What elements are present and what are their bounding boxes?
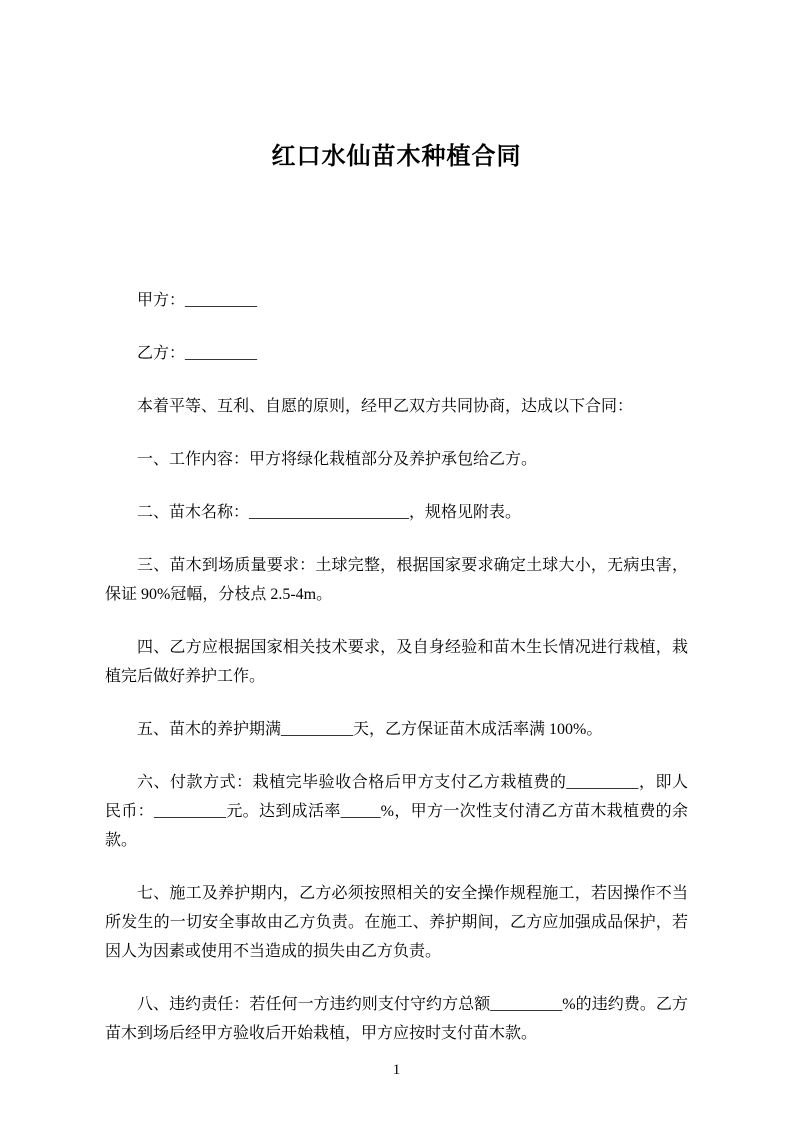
clause-2-seedling-name: 二、苗木名称：____________________，规格见附表。 <box>137 504 522 521</box>
clause-3-quality-requirements: 三、苗木到场质量要求：土球完整，根据国家要求确定土球大小，无病虫害，保证 90%冠幅，分枝点 2.5-4m。 <box>105 557 688 603</box>
preamble-paragraph: 本着平等、互利、自愿的原则，经甲乙双方共同协商，达成以下合同： <box>137 398 634 415</box>
clause-8-breach-liability: 八、违约责任：若任何一方违约则支付守约方总额_________%的违约费。乙方苗木到场后经甲方验收后开始栽植，甲方应按时支付苗木款。 <box>105 996 688 1042</box>
clause-6-payment-method: 六、付款方式：栽植完毕验收合格后甲方支付乙方栽植费的_________，即人民币：_________元。达到成活率_____%，甲方一次性支付清乙方苗木栽植费的余款。 <box>105 774 688 849</box>
party-a-line: 甲方：_________ <box>137 292 258 309</box>
document-body <box>105 286 688 1048</box>
clause-1-work-content: 一、工作内容：甲方将绿化栽植部分及养护承包给乙方。 <box>137 451 538 468</box>
clause-5-maintenance-period: 五、苗木的养护期满_________天，乙方保证苗木成活率满 100%。 <box>137 721 603 738</box>
party-b-line: 乙方：_________ <box>137 345 258 362</box>
clause-4-planting-requirements: 四、乙方应根据国家相关技术要求，及自身经验和苗木生长情况进行栽植，栽植完后做好养护工作。 <box>105 639 688 685</box>
clause-7-safety-responsibility: 七、施工及养护期内，乙方必须按照相关的安全操作规程施工，若因操作不当所发生的一切安全事故由乙方负责。在施工、养护期间，乙方应加强成品保护，若因人为因素或使用不当造成的损失由乙方负责。 <box>105 885 688 960</box>
page-number: 1 <box>392 1062 401 1078</box>
document-title: 红口水仙苗木种植合同 <box>271 144 522 170</box>
